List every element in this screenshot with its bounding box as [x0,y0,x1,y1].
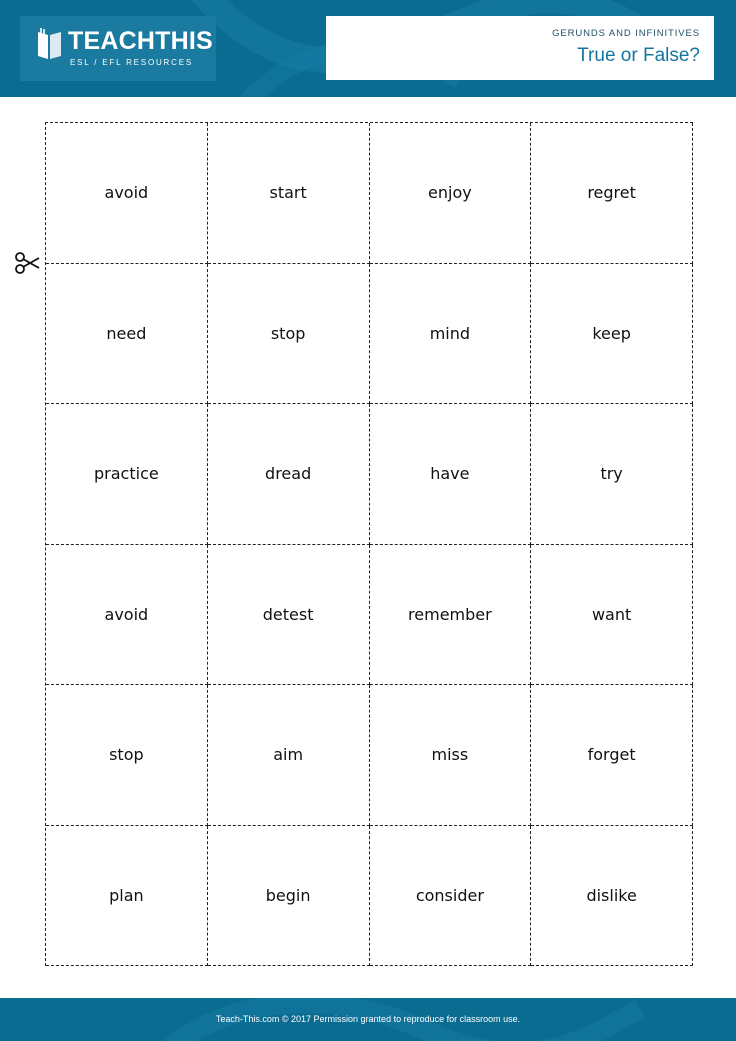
card-word: aim [273,745,304,765]
card-word: plan [109,885,144,905]
card-word: have [430,464,470,484]
card [531,264,693,405]
card [208,545,370,686]
card-word: avoid [104,604,149,624]
card [531,545,693,686]
teachthis-logo[interactable] [20,16,216,81]
card [208,264,370,405]
card-word: forget [587,745,636,765]
card [46,545,208,686]
card-word: try [600,464,623,484]
card [46,685,208,826]
card-word: mind [429,323,471,343]
card [531,123,693,264]
card-word: keep [592,323,631,343]
card [370,264,532,405]
card-word: want [591,604,632,624]
card [370,545,532,686]
card [208,404,370,545]
card [370,123,532,264]
card-word: remember [408,604,492,624]
card [46,264,208,405]
card-word: miss [431,745,469,765]
footer-copyright: Teach-This.com © 2017 Permission granted to reproduce for classroom use. [215,1014,521,1024]
card [531,826,693,967]
card-word: begin [265,885,311,905]
card-word: stop [109,745,144,765]
card-word: detest [262,604,314,624]
card [46,123,208,264]
card [531,404,693,545]
card [208,826,370,967]
card-word: practice [94,464,159,484]
book-icon [34,26,64,60]
card-word: dread [265,464,312,484]
card-word: enjoy [428,183,472,203]
card-word: start [269,183,307,203]
worksheet-title: True or False? [577,45,700,66]
card [46,404,208,545]
card-word: stop [270,323,306,343]
card-word: avoid [104,183,149,203]
worksheet-title-box [326,16,714,80]
card [208,123,370,264]
card-word: consider [415,885,484,905]
card-word: dislike [586,885,637,905]
page-header [0,0,736,97]
worksheet-kicker: GERUNDS AND INFINITIVES [552,28,700,39]
card [370,404,532,545]
logo-title: TEACHTHIS [68,27,213,55]
card [46,826,208,967]
logo-subtitle: ESL / EFL RESOURCES [70,58,193,67]
card [531,685,693,826]
cut-out-card-grid [45,122,693,966]
card-word: need [106,323,147,343]
page-footer [0,998,736,1041]
card-word: regret [587,183,636,203]
card [208,685,370,826]
card [370,826,532,967]
scissors-icon [14,251,40,275]
card [370,685,532,826]
